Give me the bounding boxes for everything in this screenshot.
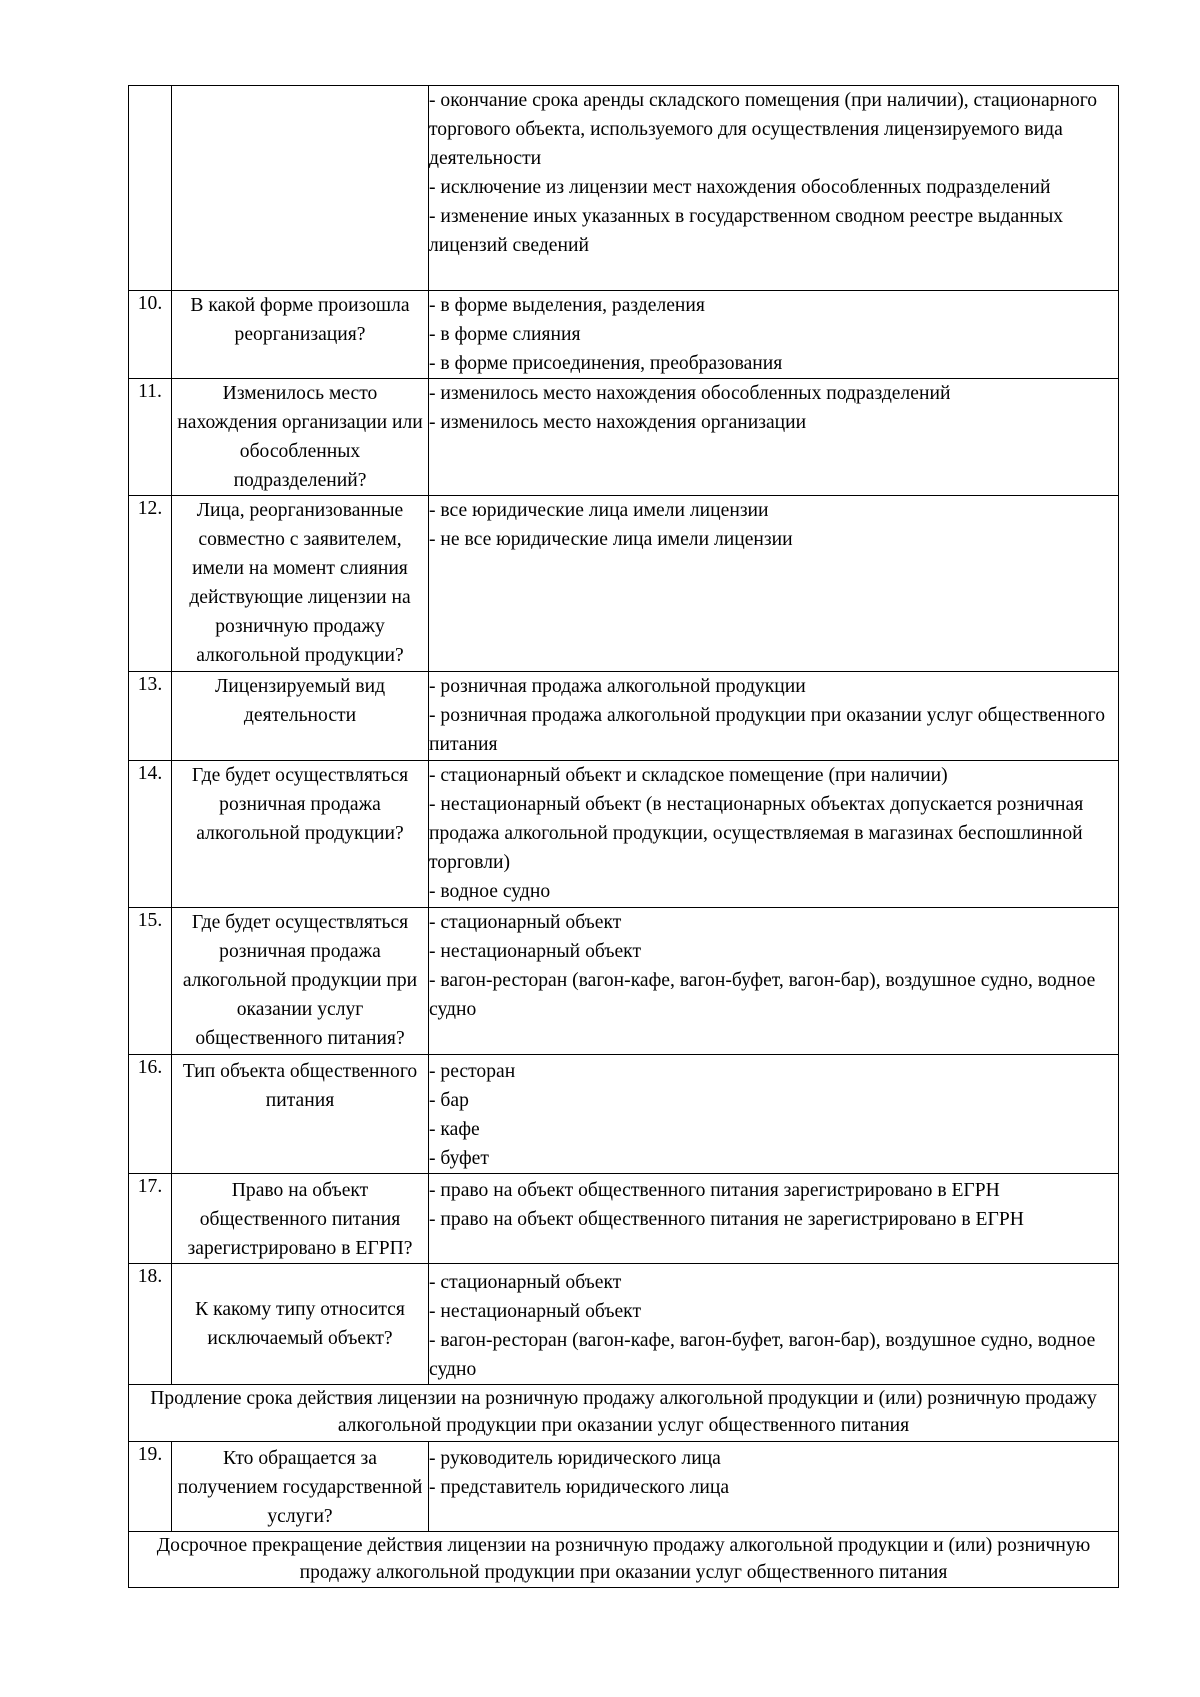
- answer-option: - исключение из лицензии мест нахождения обособленных подразделений: [429, 177, 1051, 198]
- row-number: 17.: [129, 1174, 172, 1264]
- row-number: [129, 86, 172, 291]
- answer-option: - руководитель юридического лица: [429, 1448, 721, 1469]
- answer-option: - все юридические лица имели лицензии: [429, 500, 769, 521]
- answer-option: - кафе: [429, 1119, 480, 1140]
- answer-option: - право на объект общественного питания не зарегистрировано в ЕГРН: [429, 1209, 1024, 1230]
- row-answers: [429, 761, 1119, 908]
- row-question: Тип объекта общественного питания: [172, 1055, 429, 1174]
- answer-option: - право на объект общественного питания зарегистрировано в ЕГРН: [429, 1180, 1000, 1201]
- row-answers: [429, 86, 1119, 291]
- row-number: 10.: [129, 291, 172, 379]
- questionnaire-table: [128, 85, 1119, 1588]
- row-number: 14.: [129, 761, 172, 908]
- answer-option: - изменилось место нахождения организации: [429, 412, 807, 433]
- table-row: [129, 1055, 1119, 1174]
- answer-option: - водное судно: [429, 881, 551, 902]
- table-row: [129, 86, 1119, 291]
- table-row: [129, 672, 1119, 761]
- row-number: 15.: [129, 908, 172, 1055]
- answer-option: - нестационарный объект: [429, 941, 642, 962]
- row-answers: [429, 291, 1119, 379]
- row-question: Лица, реорганизованные совместно с заявителем, имели на момент слияния действующие лицензии на розничную продажу алкогольной продукции?: [172, 496, 429, 672]
- answer-option: - стационарный объект: [429, 1272, 622, 1293]
- row-answers: [429, 496, 1119, 672]
- answer-option: - бар: [429, 1090, 469, 1111]
- row-number: 19.: [129, 1442, 172, 1532]
- answer-option: - стационарный объект и складское помещение (при наличии): [429, 765, 948, 786]
- table-row: [129, 1264, 1119, 1385]
- row-answers: [429, 1055, 1119, 1174]
- table-row: [129, 379, 1119, 496]
- row-question: Где будет осуществляться розничная продажа алкогольной продукции при оказании услуг общественного питания?: [172, 908, 429, 1055]
- answer-option: - представитель юридического лица: [429, 1477, 730, 1498]
- table-row: [129, 1442, 1119, 1532]
- row-number: 13.: [129, 672, 172, 761]
- row-question: Лицензируемый вид деятельности: [172, 672, 429, 761]
- row-answers: [429, 1174, 1119, 1264]
- row-number: 18.: [129, 1264, 172, 1385]
- section-heading: Продление срока действия лицензии на розничную продажу алкогольной продукции и (или) розничную продажу алкогольной продукции при оказании услуг общественного питания: [129, 1385, 1119, 1442]
- row-question: Кто обращается за получением государственной услуги?: [172, 1442, 429, 1532]
- table-row: [129, 761, 1119, 908]
- answer-option: - буфет: [429, 1148, 489, 1169]
- row-number: 16.: [129, 1055, 172, 1174]
- row-question: К какому типу относится исключаемый объект?: [172, 1264, 429, 1385]
- row-question: Изменилось место нахождения организации или обособленных подразделений?: [172, 379, 429, 496]
- section-heading: Досрочное прекращение действия лицензии на розничную продажу алкогольной продукции и (или) розничную продажу алкогольной продукции при оказании услуг общественного питания: [129, 1532, 1119, 1588]
- answer-option: - в форме слияния: [429, 324, 581, 345]
- row-number: 11.: [129, 379, 172, 496]
- section-row: [129, 1532, 1119, 1588]
- row-number: 12.: [129, 496, 172, 672]
- answer-option: - стационарный объект: [429, 912, 622, 933]
- section-row: [129, 1385, 1119, 1442]
- row-answers: [429, 1442, 1119, 1532]
- table-row: [129, 908, 1119, 1055]
- row-answers: [429, 1264, 1119, 1385]
- answer-option: - окончание срока аренды складского помещения (при наличии), стационарного торгового объекта, используемого для осуществления лицензируемого вида деятельности: [429, 90, 1098, 169]
- answer-option: - вагон-ресторан (вагон-кафе, вагон-буфет, вагон-бар), воздушное судно, водное судно: [429, 1330, 1096, 1380]
- row-answers: [429, 379, 1119, 496]
- table-row: [129, 1174, 1119, 1264]
- row-question: Право на объект общественного питания зарегистрировано в ЕГРП?: [172, 1174, 429, 1264]
- answer-option: - в форме присоединения, преобразования: [429, 353, 783, 374]
- answer-option: - розничная продажа алкогольной продукции: [429, 676, 806, 697]
- answer-option: - розничная продажа алкогольной продукции при оказании услуг общественного питания: [429, 705, 1106, 755]
- answer-option: - изменение иных указанных в государственном сводном реестре выданных лицензий сведений: [429, 206, 1064, 256]
- table-row: [129, 291, 1119, 379]
- row-question: В какой форме произошла реорганизация?: [172, 291, 429, 379]
- answer-option: - ресторан: [429, 1061, 516, 1082]
- row-question: Где будет осуществляться розничная продажа алкогольной продукции?: [172, 761, 429, 908]
- answer-option: - вагон-ресторан (вагон-кафе, вагон-буфет, вагон-бар), воздушное судно, водное судно: [429, 970, 1096, 1020]
- answer-option: - нестационарный объект (в нестационарных объектах допускается розничная продажа алкогольной продукции, осуществляемая в магазинах беспошлинной торговли): [429, 794, 1084, 873]
- table-row: [129, 496, 1119, 672]
- row-question: [172, 86, 429, 291]
- row-answers: [429, 672, 1119, 761]
- answer-option: - в форме выделения, разделения: [429, 295, 705, 316]
- answer-option: - не все юридические лица имели лицензии: [429, 529, 793, 550]
- answer-option: - нестационарный объект: [429, 1301, 642, 1322]
- answer-option: - изменилось место нахождения обособленных подразделений: [429, 383, 951, 404]
- row-answers: [429, 908, 1119, 1055]
